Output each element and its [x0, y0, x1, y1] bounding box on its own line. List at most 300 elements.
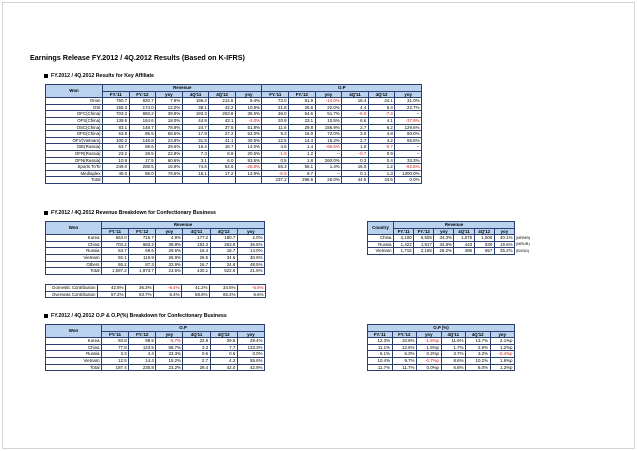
row-label: Russia — [46, 351, 102, 358]
column-header: 4Q'12 — [474, 228, 494, 235]
value-cell: 31.5 — [182, 137, 209, 144]
value-cell: 1,715 — [394, 248, 414, 255]
row-label: OIE(Russia) — [46, 144, 103, 151]
value-cell: 92.1 — [102, 254, 129, 261]
value-cell: 12.5 — [262, 137, 289, 144]
table-row — [46, 104, 422, 111]
table-row — [46, 98, 422, 105]
table-row — [46, 268, 265, 275]
column-header: 4Q'11 — [183, 228, 210, 235]
value-cell: 180.7 — [210, 235, 237, 242]
value-cell: 11.6% — [441, 338, 466, 345]
value-cell: 10.4% — [368, 357, 393, 364]
value-cell: 35.2% — [494, 248, 514, 255]
section-revenue-breakdown-heading — [44, 210, 216, 216]
value-cell: 260.0% — [315, 157, 342, 164]
value-cell: 663.0 — [102, 235, 129, 242]
value-cell: -5.5 — [262, 170, 289, 177]
table-row — [368, 248, 515, 255]
value-cell: 155.3 — [103, 104, 130, 111]
row-label: Overseas Contribution — [46, 291, 98, 298]
value-cell: -- — [395, 111, 422, 118]
table-row — [46, 254, 265, 261]
key-affiliate-table — [45, 84, 422, 184]
value-cell: -- — [395, 150, 422, 157]
value-cell: 703.2 — [102, 241, 129, 248]
bullet-icon — [44, 211, 48, 215]
value-cell: -7.4 — [368, 111, 395, 118]
value-cell: 7.3 — [182, 150, 209, 157]
value-cell: 15.2% — [156, 357, 183, 364]
value-cell: 60.6% — [156, 157, 183, 164]
group-header: Revenue — [394, 222, 515, 229]
value-cell: -0.7%p — [417, 357, 442, 364]
column-header: 4Q'12 — [210, 331, 237, 338]
row-label: OSC(China) — [46, 124, 103, 131]
value-cell: 56.1 — [289, 164, 316, 171]
value-cell: 3.2% — [466, 351, 491, 358]
value-cell: 52.0% — [235, 131, 262, 138]
value-cell: 58.6% — [156, 131, 183, 138]
value-cell: 760.7 — [103, 98, 130, 105]
value-cell: 55.6% — [237, 357, 264, 364]
table-row — [368, 338, 515, 345]
section-heading-text: FY.2012 / 4Q.2012 O.P & O.P(%) Breakdown for Confectionary Business — [51, 313, 227, 319]
section-op-breakdown-heading — [44, 313, 227, 319]
value-cell: 6.8% — [441, 364, 466, 371]
column-header: 4Q'11 — [441, 331, 466, 338]
value-cell: 53.9 — [103, 131, 130, 138]
value-cell: 1,917 — [414, 241, 434, 248]
value-cell: 123.5 — [129, 344, 156, 351]
value-cell: 40.1% — [494, 235, 514, 242]
row-label: Orion — [46, 98, 103, 105]
value-cell: 703.2 — [103, 111, 130, 118]
value-cell: 16.7 — [183, 261, 210, 268]
value-cell: 12.0% — [156, 104, 183, 111]
value-cell: 3.7% — [441, 351, 466, 358]
value-cell: 263.8 — [209, 111, 236, 118]
value-cell: 74.6 — [182, 164, 209, 171]
value-cell: 48.5% — [237, 261, 264, 268]
value-cell: 26.6 — [289, 104, 316, 111]
value-cell: 16.0 — [289, 131, 316, 138]
column-header: yoy — [494, 228, 514, 235]
row-label: China — [46, 344, 102, 351]
column-header: FY.'12 — [414, 228, 434, 235]
value-cell: 6.1% — [368, 351, 393, 358]
value-cell: 58.7% — [156, 344, 183, 351]
value-cell: 34.6% — [210, 285, 238, 292]
value-cell: 8.0% — [466, 364, 491, 371]
column-header: 4Q'12 — [466, 331, 491, 338]
value-cell: 116.9 — [129, 254, 156, 261]
value-cell: 13.7% — [466, 338, 491, 345]
value-cell: 37.5 — [209, 124, 236, 131]
local-currency-revenue-table — [367, 221, 515, 255]
value-cell: 6.6% — [238, 291, 266, 298]
row-label: Total — [46, 364, 102, 371]
value-cell: 20.5% — [235, 150, 262, 157]
column-header: yoy — [237, 228, 264, 235]
value-cell: 44.5 — [368, 177, 395, 184]
value-cell: 41.1 — [209, 137, 236, 144]
table-row — [368, 235, 515, 242]
value-cell: 44.5 — [342, 177, 369, 184]
value-cell: 443 — [454, 241, 474, 248]
value-cell: 0.9 — [368, 150, 395, 157]
table-row — [46, 157, 422, 164]
value-cell: -1.8 — [262, 150, 289, 157]
row-label: Mediaplex — [46, 170, 103, 177]
value-cell: 8.6% — [441, 357, 466, 364]
group-header: Revenue — [103, 85, 262, 92]
value-cell: 72.0% — [315, 131, 342, 138]
row-label: OFN(Russia) — [46, 157, 103, 164]
table-row — [46, 261, 265, 268]
value-cell: 6.4% — [154, 291, 182, 298]
value-cell: 4.2 — [210, 357, 237, 364]
value-cell: 2.7 — [342, 124, 369, 131]
table-row — [46, 285, 266, 292]
op-percent-table — [367, 324, 515, 371]
currency-unit-label: (BVND) — [516, 249, 530, 254]
value-cell: 1.2%p — [490, 344, 515, 351]
table-row — [46, 241, 265, 248]
value-cell: 1,422 — [394, 241, 414, 248]
value-cell: 30.5% — [235, 137, 262, 144]
row-label: OFR(Russia) — [46, 150, 103, 157]
value-cell: -- — [395, 144, 422, 151]
value-cell: 148.8 — [129, 137, 156, 144]
value-cell — [129, 177, 156, 184]
value-cell — [156, 177, 183, 184]
table-row — [368, 357, 515, 364]
column-header: 4Q'11 — [342, 91, 369, 98]
value-cell: 0.6 — [210, 351, 237, 358]
row-label: OFC(China) — [46, 111, 103, 118]
value-cell: 13.9% — [235, 170, 262, 177]
value-cell: 196.2 — [182, 98, 209, 105]
row-label: Russia — [368, 241, 394, 248]
group-header: O.P — [102, 325, 265, 332]
value-cell: 88.5 — [129, 338, 156, 345]
value-cell: 12.6% — [392, 344, 417, 351]
value-cell: 43.1 — [209, 117, 236, 124]
row-label: China — [46, 241, 102, 248]
value-cell: 7.7 — [210, 344, 237, 351]
value-cell: 4.4 — [342, 104, 369, 111]
value-cell: 29.4 — [183, 364, 210, 371]
column-header: 4Q'12 — [368, 91, 395, 98]
value-cell: 12.5 — [102, 357, 129, 364]
value-cell: 93.5% — [235, 157, 262, 164]
value-cell: 83.1 — [103, 124, 130, 131]
value-cell: 187.4 — [102, 364, 129, 371]
table-row — [368, 241, 515, 248]
value-cell: 1.3 — [368, 170, 395, 177]
column-header: FY.'11 — [394, 228, 414, 235]
value-cell: 1.5%p — [417, 344, 442, 351]
value-cell: -6.4% — [154, 285, 182, 292]
value-cell: 22.7% — [395, 104, 422, 111]
value-cell: 11.1% — [368, 344, 393, 351]
table-row — [46, 144, 422, 151]
table-row — [46, 117, 422, 124]
value-cell: 3.3 — [102, 351, 129, 358]
value-cell: 25.0% — [315, 177, 342, 184]
value-cell: 174.0 — [129, 104, 156, 111]
row-label: Vietnam — [368, 248, 394, 255]
value-cell: 15.1 — [182, 170, 209, 177]
contribution-table — [45, 284, 266, 298]
currency-unit-label: (MRMB) — [516, 235, 531, 240]
value-cell: 7.9% — [156, 98, 183, 105]
value-cell: 0.0% — [395, 177, 422, 184]
value-cell: 55.6% — [395, 137, 422, 144]
value-cell: 9.7% — [392, 357, 417, 364]
value-cell: 2.1%p — [490, 338, 515, 345]
row-header-label: Won — [46, 222, 102, 235]
value-cell: 1.4% — [315, 164, 342, 171]
value-cell: 28.5 — [129, 150, 156, 157]
value-cell: -0.7 — [368, 144, 395, 151]
column-header: FY.'11 — [102, 331, 129, 338]
value-cell: 193.3 — [183, 241, 210, 248]
table-row — [46, 235, 265, 242]
value-cell: 18.7 — [210, 248, 237, 255]
value-cell: 14.4 — [129, 357, 156, 364]
value-cell: 69.6 — [129, 248, 156, 255]
value-cell: 24.1 — [368, 98, 395, 105]
table-row — [46, 131, 422, 138]
value-cell: 26.9% — [156, 254, 183, 261]
value-cell: 4.9% — [156, 235, 183, 242]
value-cell: 15.9% — [156, 164, 183, 171]
row-label: OFV(Vietnam) — [46, 137, 103, 144]
value-cell: 10.9 — [103, 157, 130, 164]
column-header: yoy — [417, 331, 442, 338]
table-row — [46, 351, 265, 358]
value-cell: 88.0 — [129, 170, 156, 177]
table-row — [46, 150, 422, 157]
value-cell: 133.3% — [237, 344, 264, 351]
value-cell: 237.2 — [262, 177, 289, 184]
value-cell: 53.7 — [102, 248, 129, 255]
value-cell: 5,505 — [414, 235, 434, 242]
value-cell: -- — [315, 170, 342, 177]
row-label: Sports ToTo — [46, 164, 103, 171]
value-cell: 177.2 — [183, 235, 210, 242]
value-cell: -14.0% — [315, 98, 342, 105]
value-cell: 18.7 — [209, 144, 236, 151]
value-cell: 16.4 — [183, 248, 210, 255]
value-cell: 0.6 — [183, 351, 210, 358]
table-row — [46, 338, 265, 345]
row-label: Vietnam — [46, 357, 102, 364]
column-header: FY.'11 — [103, 91, 130, 98]
column-header: 4Q'11 — [183, 331, 210, 338]
value-cell: 21.8 — [262, 104, 289, 111]
value-cell: 79.6% — [156, 170, 183, 177]
row-header-label: Won — [46, 325, 102, 338]
value-cell: 2.7 — [342, 137, 369, 144]
column-header: FY.'12 — [129, 228, 156, 235]
value-cell: 23.6% — [156, 268, 183, 275]
value-cell: 14.4 — [289, 137, 316, 144]
table-row — [46, 164, 422, 171]
value-cell: 1200.0% — [395, 170, 422, 177]
value-cell: 1,973.7 — [129, 268, 156, 275]
table-row — [46, 137, 422, 144]
value-cell: 522.6 — [210, 268, 237, 275]
value-cell: 820.7 — [129, 98, 156, 105]
value-cell: 34.8% — [434, 241, 454, 248]
value-cell: 58.8% — [182, 291, 210, 298]
value-cell: 31.0% — [395, 98, 422, 105]
table-row — [46, 357, 265, 364]
row-label: Russia — [46, 248, 102, 255]
column-header: yoy — [156, 331, 183, 338]
value-cell: 1.7% — [441, 344, 466, 351]
row-label: Korea — [46, 338, 102, 345]
value-cell: 2,165 — [414, 248, 434, 255]
value-cell: 10.8% — [235, 104, 262, 111]
value-cell: 1.2%p — [490, 364, 515, 371]
value-cell: 1.2 — [368, 164, 395, 171]
value-cell: 6.3% — [392, 351, 417, 358]
revenue-breakdown-table — [45, 221, 265, 275]
value-cell: 214.6 — [209, 98, 236, 105]
value-cell: 22.8 — [183, 338, 210, 345]
table-row — [46, 177, 422, 184]
value-cell: 156.9% — [315, 124, 342, 131]
value-cell: 9.7 — [289, 170, 316, 177]
value-cell: 164.6 — [129, 117, 156, 124]
value-cell: 2.0% — [237, 235, 264, 242]
value-cell: 38.1 — [182, 104, 209, 111]
value-cell: 249.0 — [103, 164, 130, 171]
value-cell: 51.8% — [235, 124, 262, 131]
value-cell: 55.3 — [262, 164, 289, 171]
value-cell: 51.7% — [315, 111, 342, 118]
value-cell: 77.8 — [102, 344, 129, 351]
value-cell: 57.2% — [98, 291, 126, 298]
row-label: Vietnam — [46, 254, 102, 261]
value-cell: 29.5 — [210, 338, 237, 345]
value-cell: 72.0 — [262, 98, 289, 105]
value-cell: 39.8% — [156, 241, 183, 248]
group-header: O.P (%) — [368, 325, 515, 332]
value-cell: 65.2 — [102, 261, 129, 268]
value-cell: 1,597.2 — [102, 268, 129, 275]
row-label: Others — [46, 261, 102, 268]
value-cell: 1.8 — [289, 157, 316, 164]
value-cell: 16.0 — [342, 164, 369, 171]
value-cell: 1.6%p — [490, 357, 515, 364]
value-cell: 6.0 — [209, 157, 236, 164]
value-cell: -37.9% — [395, 117, 422, 124]
value-cell: 1,075 — [454, 235, 474, 242]
value-cell: 10.8% — [392, 338, 417, 345]
row-label: Domestic Contribution — [46, 285, 98, 292]
value-cell: 17.9 — [182, 131, 209, 138]
column-header: yoy — [395, 91, 422, 98]
value-cell: 29.6% — [156, 144, 183, 151]
row-label: Total — [46, 268, 102, 275]
value-cell: 23.8% — [156, 137, 183, 144]
value-cell: 2.7 — [183, 357, 210, 364]
group-header: Revenue — [102, 222, 265, 229]
row-label: China — [368, 235, 394, 242]
value-cell: 42.2 — [209, 104, 236, 111]
row-label: Total — [46, 177, 103, 184]
value-cell: 17.5 — [129, 157, 156, 164]
value-cell: 9.4% — [235, 98, 262, 105]
value-cell: 9.3 — [262, 131, 289, 138]
value-cell: 0.2%p — [417, 351, 442, 358]
value-cell: 61.9 — [289, 98, 316, 105]
value-cell: 69.6 — [129, 144, 156, 151]
value-cell: 36.5% — [235, 111, 262, 118]
row-label: OSI — [46, 104, 103, 111]
value-cell: 296.6 — [289, 177, 316, 184]
value-cell: 3.3 — [183, 344, 210, 351]
column-header: FY.'12 — [129, 331, 156, 338]
value-cell: 22.8% — [156, 150, 183, 157]
column-header: FY.'11 — [102, 228, 129, 235]
value-cell: 10.2% — [466, 357, 491, 364]
value-cell: -6.0 — [342, 111, 369, 118]
column-header: yoy — [237, 331, 264, 338]
row-label: Korea — [46, 235, 102, 242]
value-cell: 1.4 — [289, 144, 316, 151]
value-cell: 22.0% — [315, 104, 342, 111]
column-header: yoy — [235, 91, 262, 98]
value-cell: 129.6% — [395, 124, 422, 131]
value-cell: 12.3% — [368, 338, 393, 345]
column-header: yoy — [156, 228, 183, 235]
column-header: FY.'12 — [129, 91, 156, 98]
table-row — [46, 170, 422, 177]
bullet-icon — [44, 74, 48, 78]
column-header: 4Q'12 — [209, 91, 236, 98]
value-cell: 23.1 — [289, 117, 316, 124]
value-cell: 263.8 — [210, 241, 237, 248]
value-cell: 11.6 — [262, 124, 289, 131]
value-cell: 44.9 — [182, 117, 209, 124]
value-cell: 8.8 — [209, 150, 236, 157]
value-cell: -69.6% — [315, 144, 342, 151]
value-cell: 3.0 — [342, 131, 369, 138]
value-cell: 24.7 — [182, 124, 209, 131]
value-cell: 0.0%p — [417, 364, 442, 371]
value-cell: 2.9% — [466, 344, 491, 351]
value-cell: 0.0% — [237, 351, 264, 358]
column-header: yoy — [490, 331, 515, 338]
table-row — [368, 351, 515, 358]
value-cell: 14.0% — [237, 248, 264, 255]
table-row — [46, 124, 422, 131]
value-cell: -92.5% — [395, 164, 422, 171]
value-cell: 34.3% — [434, 235, 454, 242]
column-header: yoy — [315, 91, 342, 98]
value-cell: 30.6% — [237, 254, 264, 261]
value-cell: 34.6 — [210, 254, 237, 261]
value-cell: 49.0 — [103, 170, 130, 177]
value-cell: 1,506 — [474, 235, 494, 242]
column-header: FY.'11 — [368, 331, 393, 338]
